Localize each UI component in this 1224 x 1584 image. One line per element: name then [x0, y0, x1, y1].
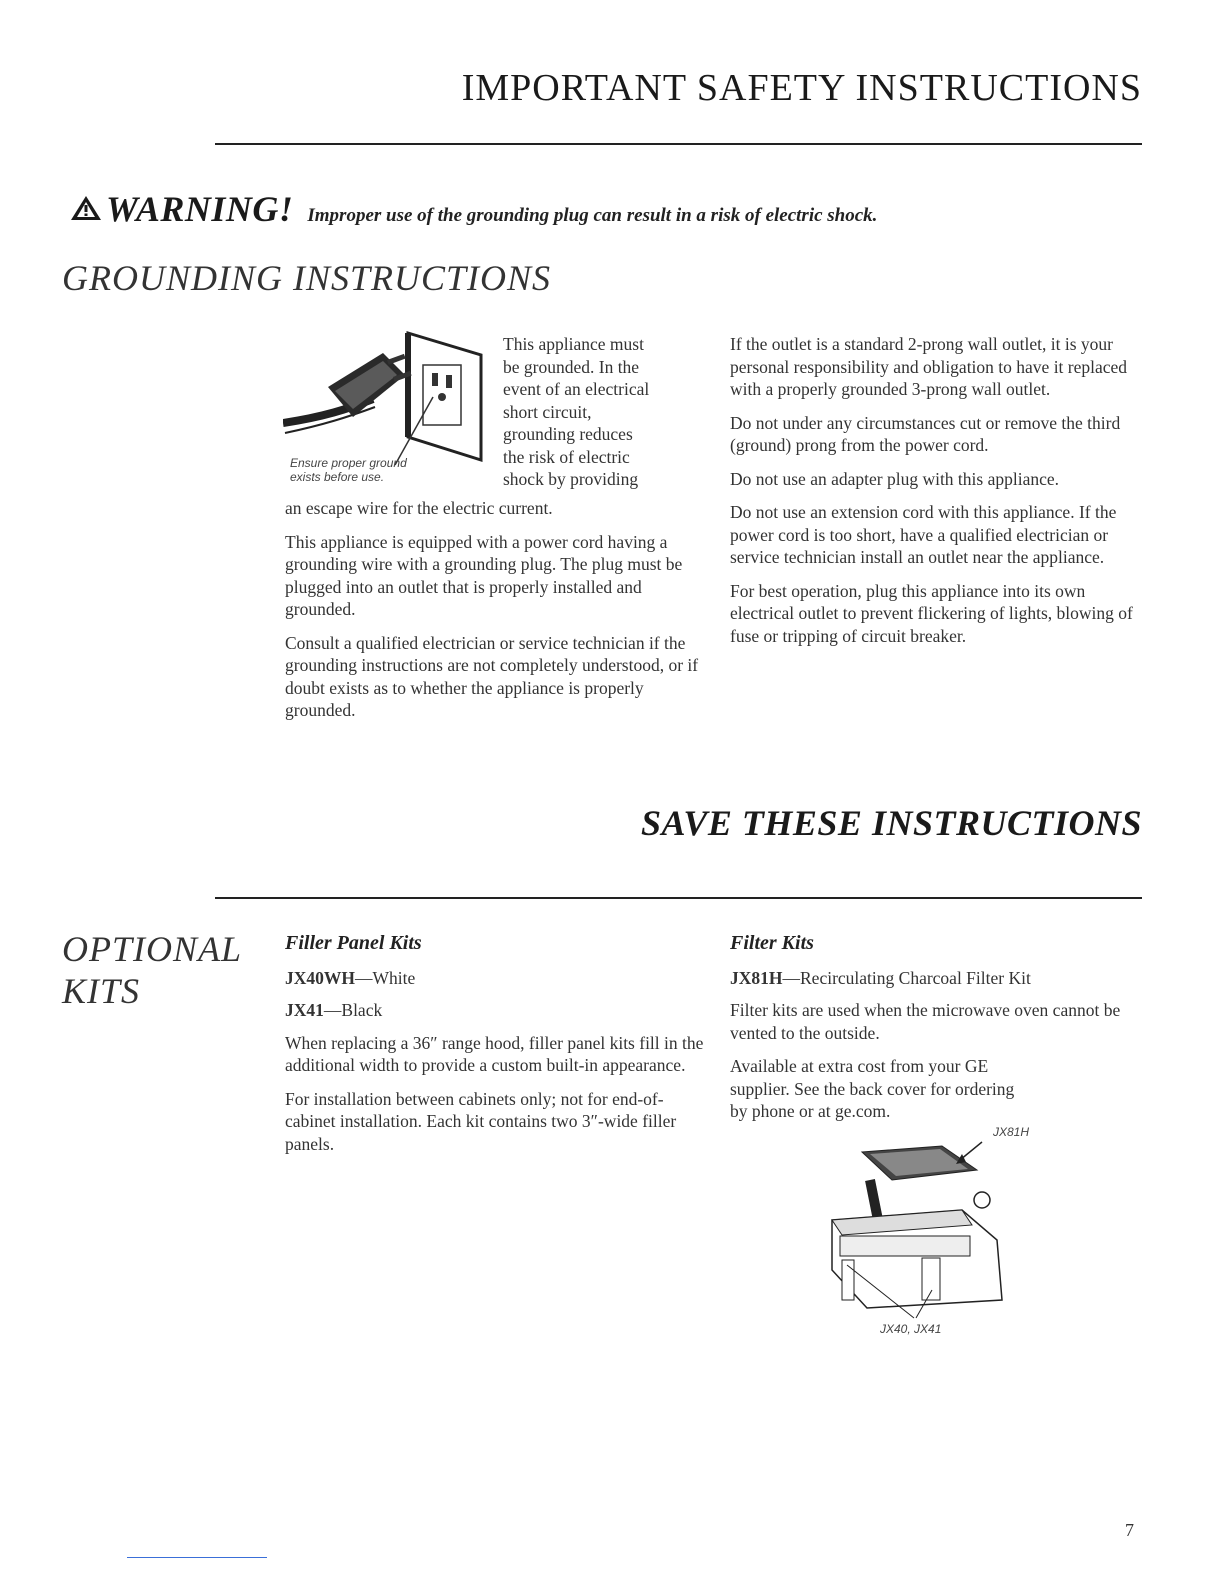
grounding-paragraph: If the outlet is a standard 2-prong wall outlet, it is your personal responsibility and obligation to have it replaced with a properly grounded 3-prong wall outlet. — [730, 334, 1128, 399]
kit-item-jx81h — [730, 967, 1130, 990]
kit-description: —Black — [323, 1000, 383, 1020]
wrap-line: be grounded. In the — [503, 356, 640, 377]
caption-line-2: exists before use. — [290, 470, 385, 484]
warning-text: Improper use of the grounding plug can result in a risk of electric shock. — [307, 205, 878, 226]
filter-figure-label-bottom: JX40, JX41 — [880, 1322, 942, 1336]
filter-figure-label-top: JX81H — [993, 1125, 1030, 1139]
page-title: IMPORTANT SAFETY INSTRUCTIONS — [461, 67, 1142, 109]
warning-triangle-icon — [70, 195, 102, 226]
filter-paragraph: Available at extra cost from your GE supplier. See the back cover for ordering by phone or at ge.com. — [730, 1056, 1015, 1121]
grounding-left-column — [285, 497, 705, 733]
grounding-paragraph: Consult a qualified electrician or service technician if the grounding instructions are not completely understood, or if doubt exists as to whether the appliance is properly grounded. — [285, 632, 699, 720]
grounding-paragraph: an escape wire for the electric current. — [285, 498, 553, 518]
wrap-line: This appliance must — [503, 334, 644, 354]
grounding-paragraph: Do not use an extension cord with this appliance. If the power cord is too short, have a qualified electrician or service technician install an outlet near the appliance. — [730, 502, 1117, 567]
header-rule — [215, 143, 1142, 145]
caption-line-1: Ensure proper ground — [290, 456, 407, 470]
grounding-paragraph: This appliance is equipped with a power cord having a grounding wire with a grounding plug. The plug must be plugged into an outlet that is properly installed and grounded. — [285, 531, 683, 619]
kit-code: JX40WH — [285, 967, 355, 988]
wrap-line: shock by providing — [503, 469, 639, 489]
grounding-figure-caption — [290, 456, 480, 484]
wrap-line: the risk of electric — [503, 446, 630, 467]
optional-kits-title — [62, 928, 242, 1012]
wrap-line: event of an electrical — [503, 379, 650, 399]
filter-kits-heading: Filter Kits — [730, 932, 814, 954]
section-rule — [215, 897, 1142, 899]
filter-paragraph: Filter kits are used when the microwave oven cannot be vented to the outside. — [730, 1000, 1121, 1043]
filter-kits-column — [730, 932, 1130, 1134]
warning-label: WARNING! — [106, 189, 294, 229]
grounding-right-column — [730, 333, 1150, 658]
wrap-line: short circuit, — [503, 401, 592, 422]
grounding-paragraph: For best operation, plug this appliance into its own electrical outlet to prevent flickering of lights, blowing of fuse or tripping of circuit breaker. — [730, 580, 1133, 646]
filler-paragraph: When replacing a 36″ range hood, filler panel kits fill in the additional width to provide a custom built-in appearance. — [285, 1032, 704, 1075]
grounding-wrap-text — [503, 333, 703, 491]
wrap-line: grounding reduces — [503, 424, 633, 444]
warning-banner — [70, 188, 1170, 238]
kit-description: —Recirculating Charcoal Filter Kit — [782, 967, 1031, 988]
kit-code: JX41 — [285, 1000, 324, 1020]
kit-code: JX81H — [730, 967, 783, 988]
grounding-paragraph: Do not use an adapter plug with this appliance. — [730, 468, 1060, 489]
filler-panel-kits-column — [285, 932, 705, 1166]
microwave-filter-illustration — [812, 1140, 1012, 1320]
footer-line — [127, 1557, 267, 1558]
grounding-title: GROUNDING INSTRUCTIONS — [62, 258, 552, 298]
optional-kits-title-line-1: OPTIONAL — [62, 929, 243, 969]
save-instructions-title: SAVE THESE INSTRUCTIONS — [641, 803, 1142, 843]
page-number: 7 — [1125, 1520, 1134, 1540]
optional-kits-title-line-2: KITS — [62, 971, 141, 1011]
filler-panel-kits-heading: Filler Panel Kits — [285, 932, 422, 954]
grounding-paragraph: Do not under any circumstances cut or remove the third (ground) prong from the power cord. — [730, 412, 1121, 455]
kit-item-jx40wh — [285, 967, 705, 990]
filler-paragraph: For installation between cabinets only; not for end-of-cabinet installation. Each kit contains two 3″-wide filler panels. — [285, 1088, 677, 1154]
kit-description: —White — [355, 967, 416, 988]
kit-item-jx41 — [285, 999, 705, 1022]
